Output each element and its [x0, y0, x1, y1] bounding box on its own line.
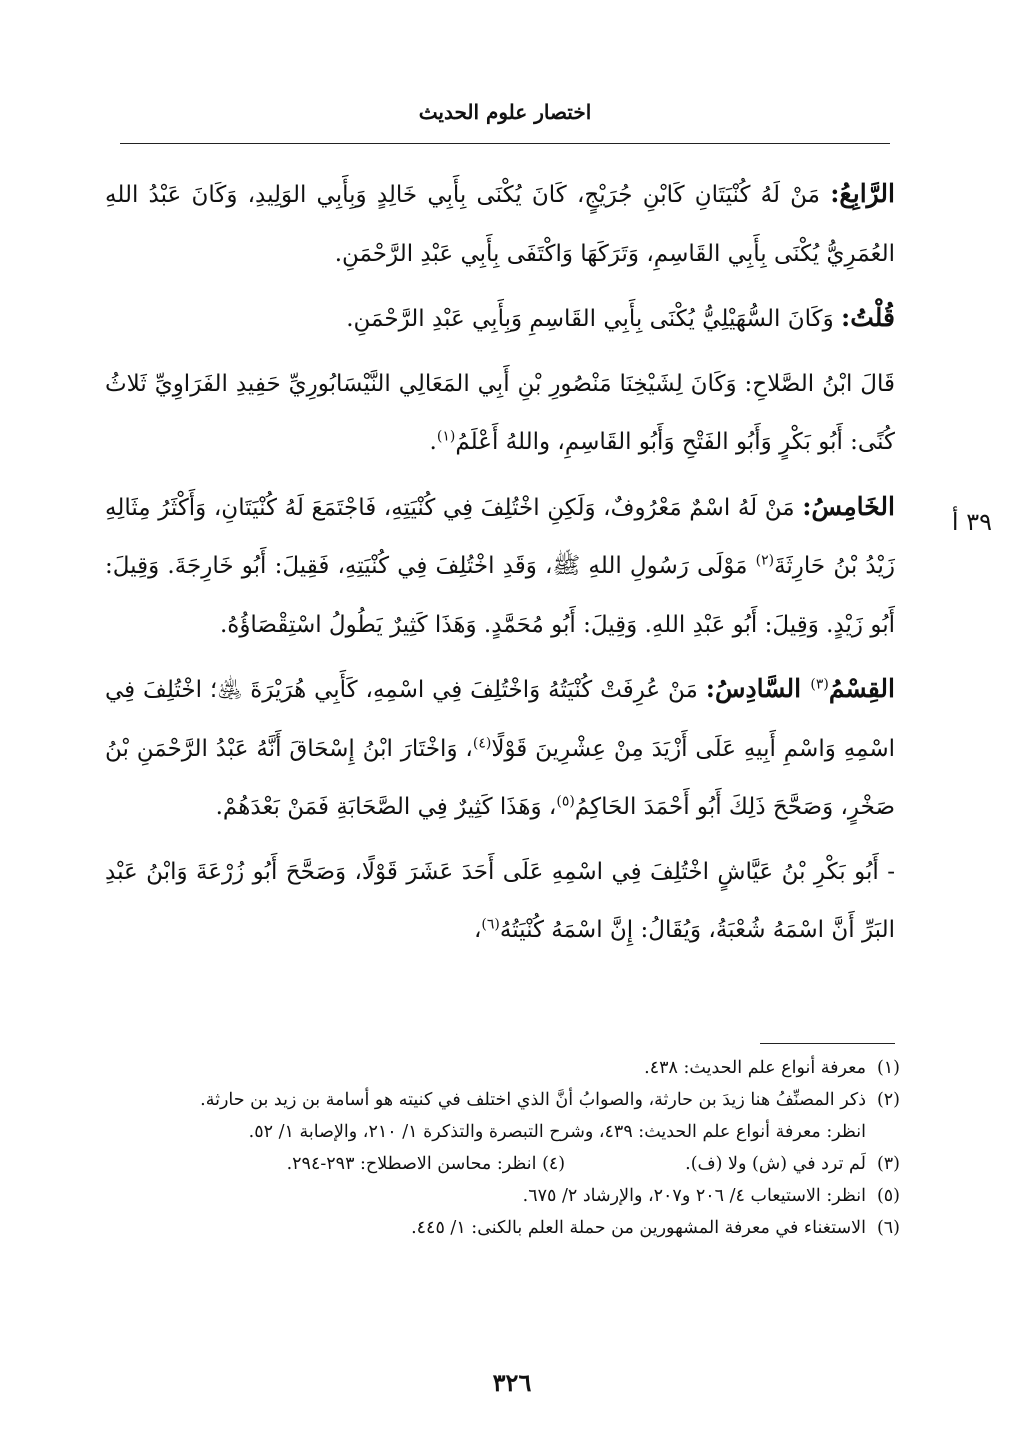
section-term: الخَامِسُ: — [802, 491, 895, 521]
footnote-text: معرفة أنواع علم الحديث: ٤٣٨. — [644, 1058, 866, 1078]
paragraph-sixth — [105, 660, 895, 837]
paragraph-text: قَالَ ابْنُ الصَّلاحِ: وَكَانَ لِشَيْخِنَا مَنْصُورِ بْنِ أَبِي المَعَالِي النَّيْسَابُورِيِّ حَفِيدِ الفَرَاوِيِّ ثَلاثُ كُنًى: أَبُو بَكْرٍ وَأَبُو الفَتْحِ وَأَبُو القَاسِمِ، واللهُ أَعْلَمُ — [105, 370, 895, 455]
footnote-pair — [90, 1148, 866, 1180]
paragraph-qultu — [105, 289, 895, 349]
section-term: قُلْتُ: — [840, 303, 895, 332]
footnotes — [90, 1052, 900, 1244]
footnote-1 — [90, 1052, 900, 1084]
footnote-ref[interactable]: (٤) — [472, 734, 492, 751]
section-term: الرَّابِعُ: — [830, 179, 895, 208]
footnote-number: (٦) — [876, 1218, 900, 1238]
manuscript-folio-note: ٣٩ أ — [951, 508, 992, 536]
page-number: ٣٢٦ — [492, 1368, 532, 1397]
header-rule — [120, 143, 890, 144]
footnote-text: ذكر المصنِّفُ هنا زيدَ بن حارثة، والصوابُ أنَّ الذي اختلف في كنيته هو أسامة بن زيد بن حارثة. — [200, 1090, 866, 1110]
footnote-number: (٣) — [876, 1154, 900, 1174]
footnote-ref[interactable]: (٣) — [810, 676, 829, 693]
paragraph-text-tail: ، — [473, 917, 482, 943]
footnote-text: لَم ترد في (ش) ولا (ف). — [685, 1154, 866, 1174]
running-header: اختصار علوم الحديث — [418, 100, 592, 124]
footnote-5 — [90, 1180, 900, 1212]
paragraph-fourth — [105, 165, 895, 283]
section-term-continued: السَّادِسُ: — [705, 674, 811, 703]
paragraph-text-tail: ، وَهَذَا كَثِيرٌ فِي الصَّحَابَةِ فَمَنْ بَعْدَهُمْ. — [215, 794, 557, 820]
footnote-2-continuation: انظر: معرفة أنواع علم الحديث: ٤٣٩، وشرح التبصرة والتذكرة ١/ ٢١٠، والإصابة ١/ ٥٢. — [248, 1122, 866, 1142]
paragraph-text: وَكَانَ السُّهَيْلِيُّ يُكْنَى بِأَبِي القَاسِمِ وَبِأَبِي عَبْدِ الرَّحْمَنِ. — [346, 306, 841, 332]
paragraph-text-tail: مَوْلَى رَسُولِ اللهِ ﷺ، وَقَدِ اخْتُلِفَ فِي كُنْيَتِهِ، فَقِيلَ: أَبُو خَارِجَةَ. وَقِيلَ: أَبُو زَيْدٍ. وَقِيلَ: أَبُو عَبْدِ اللهِ. وَقِيلَ: أَبُو مُحَمَّدٍ. وَهَذَا كَثِيرٌ يَطُولُ اسْتِقْصَاؤُهُ. — [105, 553, 895, 638]
paragraph-fifth — [105, 478, 895, 655]
footnote-ref[interactable]: (١) — [436, 428, 456, 445]
footnote-number: (١) — [876, 1058, 900, 1078]
footnote-number: (٢) — [876, 1090, 900, 1110]
paragraph-text-tail: . — [429, 429, 437, 455]
paragraph-abu-bakr — [105, 843, 895, 960]
footnote-number: (٥) — [876, 1186, 900, 1206]
footnote-ref[interactable]: (٦) — [481, 916, 500, 933]
footnote-6 — [90, 1212, 900, 1244]
footnote-text: الاستغناء في معرفة المشهورين من حملة العلم بالكنى: ١/ ٤٤٥. — [411, 1218, 866, 1238]
footnote-3-4 — [90, 1148, 900, 1180]
footnote-rule — [760, 1043, 895, 1044]
paragraph-text: مَنْ لَهُ اسْمٌ مَعْرُوفٌ، وَلَكِنِ اخْتُلِفَ فِي كُنْيَتِهِ، فَاجْتَمَعَ لَهُ كُنْيَتَانِ، وَأَكْثَرُ مِثَالِهِ زَيْدُ بْنُ حَارِثَةَ — [105, 494, 895, 579]
paragraph-text: - أَبُو بَكْرِ بْنُ عَيَّاشٍ اخْتُلِفَ فِي اسْمِهِ عَلَى أَحَدَ عَشَرَ قَوْلًا، وَصَحَّحَ أَبُو زُرْعَةَ وَابْنُ عَبْدِ البَرِّ أَنَّ اسْمَهُ شُعْبَةُ، وَيُقَالُ: إِنَّ اسْمَهُ كُنْيَتُهُ — [105, 858, 895, 943]
paragraph-ibn-salah — [105, 355, 895, 472]
paragraph-text: مَنْ لَهُ كُنْيَتَانِ كَابْنِ جُرَيْجٍ، كَانَ يُكْنَى بِأَبِي خَالِدٍ وَبِأَبِي الوَلِيدِ، وَكَانَ عَبْدُ اللهِ العُمَرِيُّ يُكْنَى بِأَبِي القَاسِمِ، وَتَرَكَهَا وَاكْتَفَى بِأَبِي عَبْدِ الرَّحْمَنِ. — [105, 182, 895, 267]
section-term: القِسْمُ — [828, 674, 895, 703]
footnote-ref[interactable]: (٢) — [755, 552, 775, 569]
footnote-text: انظر: محاسن الاصطلاح: ٢٩٣-٢٩٤. — [286, 1154, 537, 1174]
footnote-2 — [90, 1084, 900, 1116]
paragraph-text-tail: ، وَاخْتَارَ ابْنُ إِسْحَاقَ أَنَّهُ عَبْدُ الرَّحْمَنِ بْنُ صَخْرٍ، وَصَحَّحَ ذَلِكَ أَبُو أَحْمَدَ الحَاكِمُ — [105, 735, 895, 820]
footnote-ref[interactable]: (٥) — [556, 793, 575, 810]
footnote-text: انظر: الاستيعاب ٤/ ٢٠٦ و٢٠٧، والإرشاد ٢/ ٦٧٥. — [522, 1186, 866, 1206]
main-text — [105, 165, 895, 960]
footnote-number: (٤) — [542, 1154, 566, 1174]
paragraph-text: مَنْ عُرِفَتْ كُنْيَتُهُ وَاخْتُلِفَ فِي اسْمِهِ، كَأَبِي هُرَيْرَةَ ﵁؛ اخْتُلِفَ فِي اسْمِهِ وَاسْمِ أَبِيهِ عَلَى أَزْيَدَ مِنْ عِشْرِينَ قَوْلًا — [105, 677, 895, 762]
